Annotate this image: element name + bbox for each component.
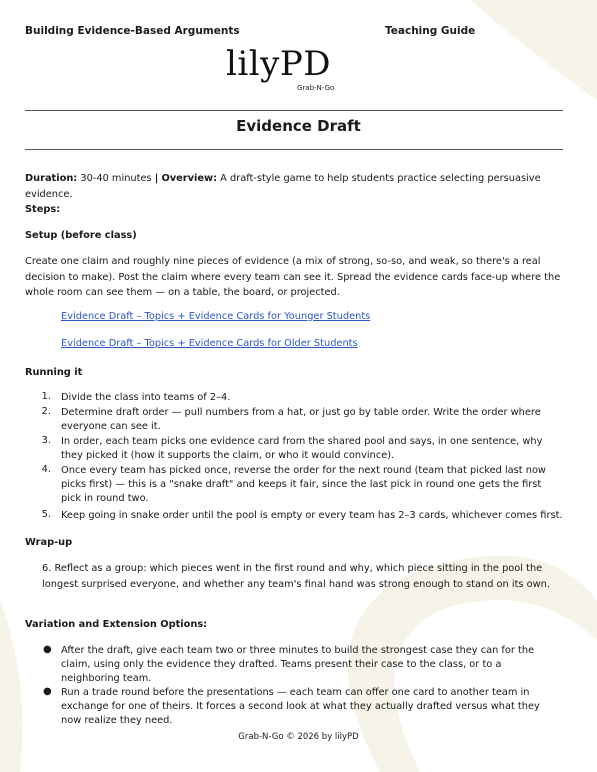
- variation-item: After the draft, give each team two or three minutes to build the strongest case they can for the claim, using only the evidence they drafted. Teams present their case to the class, or to a neighboring team.: [61, 645, 535, 684]
- setup-heading: Setup (before class): [25, 230, 137, 241]
- intro-line: [25, 171, 570, 202]
- steps-heading: Steps:: [25, 204, 61, 215]
- bullet-icon: ●: [43, 686, 52, 697]
- list-item: Divide the class into teams of 2–4.: [61, 392, 231, 403]
- title-top-rule: [25, 110, 563, 111]
- running-heading: Running it: [25, 367, 83, 378]
- list-item: Determine draft order — pull numbers from a hat, or just go by table order. Write the order where everyone can see it.: [61, 407, 541, 432]
- duration-label: Duration:: [25, 173, 78, 184]
- list-number: 2.: [41, 406, 51, 417]
- list-number: 4.: [41, 464, 51, 475]
- list-number: 1.: [41, 391, 51, 402]
- header-right: Teaching Guide: [385, 25, 476, 37]
- logo-tagline: Grab-N-Go: [297, 84, 335, 92]
- setup-body: Create one claim and roughly nine pieces of evidence (a mix of strong, so-so, and weak, so there's a real decision to make). Post the claim where every team can see it. Spread the evidence cards face-up where the whole room can see them — on a table, the board, or projected.: [25, 256, 561, 298]
- wrapup-heading: Wrap-up: [25, 537, 73, 548]
- page-footer: Grab-N-Go © 2026 by lilyPD: [238, 732, 359, 742]
- list-item: In order, each team picks one evidence card from the shared pool and says, in one sentence, why they picked it (how it supports the claim, or who it would convince).: [61, 436, 543, 461]
- lilypd-logo: lilyPD: [226, 44, 331, 84]
- overview-label: Overview:: [161, 173, 217, 184]
- older-students-link[interactable]: Evidence Draft – Topics + Evidence Cards for Older Students: [61, 338, 358, 349]
- younger-students-link[interactable]: Evidence Draft – Topics + Evidence Cards for Younger Students: [61, 311, 371, 322]
- duration-value: 30-40 minutes: [80, 173, 152, 184]
- variation-item: Run a trade round before the presentations — each team can offer one card to another team in exchange for one of theirs. It forces a second look at what they actually drafted versus what they now realize they need.: [61, 687, 540, 726]
- list-number: 3.: [41, 435, 51, 446]
- overview-value: A draft-style game to help students practice selecting persuasive evidence.: [25, 173, 541, 200]
- wrapup-body: 6. Reflect as a group: which pieces went in the first round and why, which piece sitting in the pool the longest surprised everyone, and whether any team's final hand was strong enough to stand on its own.: [42, 563, 550, 590]
- title-bottom-rule: [25, 149, 563, 150]
- bullet-icon: ●: [43, 644, 52, 655]
- variations-heading: Variation and Extension Options:: [25, 619, 208, 630]
- list-item: Once every team has picked once, reverse the order for the next round (team that picked last now picks first) — this is a "snake draft" and keeps it fair, since the last pick in round one gets the first pick in round two.: [61, 465, 546, 504]
- header-left: Building Evidence-Based Arguments: [25, 25, 240, 37]
- list-item: Keep going in snake order until the pool is empty or every team has 2–3 cards, whichever comes first.: [61, 510, 563, 521]
- page-title: Evidence Draft: [236, 117, 361, 135]
- intro-separator: |: [154, 173, 159, 184]
- list-number: 5.: [41, 509, 51, 520]
